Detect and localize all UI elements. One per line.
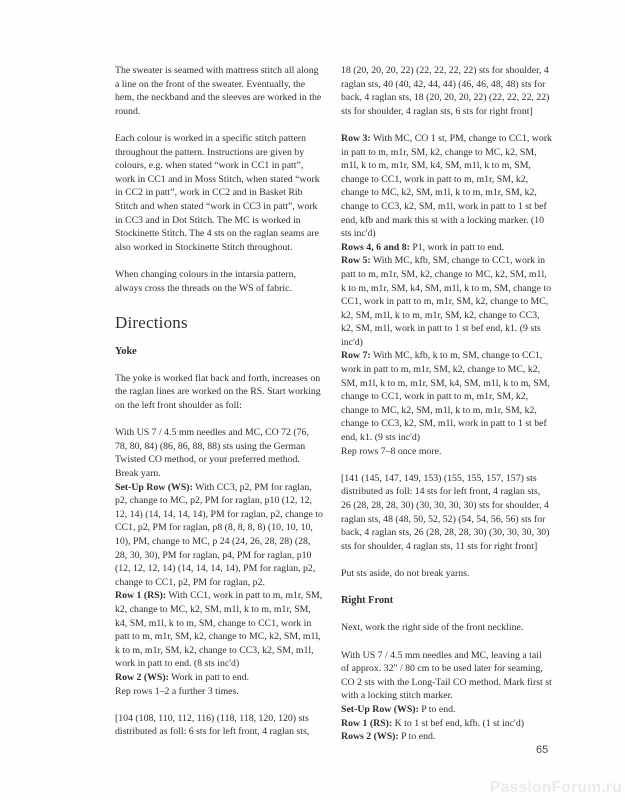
- paragraph: [115, 372, 323, 413]
- row-label: Set-Up Row (WS):: [115, 481, 193, 493]
- paragraph: [115, 426, 323, 480]
- text-run: With CC1, work in patt to m, m1r, SM, k2, change to MC, k2, SM, m1l, k to m, m1r, SM, k4, SM, m1l, k to m, SM, change to CC1, work in patt to m, m1r, SM, k2, change to MC, k2, SM, m1l, k to m, m1r, SM, k2, change to CC3, k2, SM, m1l, work in patt to end. (8 sts inc'd): [115, 590, 323, 670]
- text-run: K to 1 st bef end, kfb. (1 st inc'd): [392, 717, 524, 729]
- row-label: Row 2 (WS):: [115, 671, 169, 683]
- text-run: P to end.: [398, 731, 436, 743]
- section-heading: Directions: [115, 313, 188, 333]
- paragraph: [341, 254, 552, 349]
- row-label: Row 1 (RS):: [115, 590, 167, 602]
- page-number: 65: [536, 744, 549, 756]
- text-run: With MC, CO 1 st, PM, change to CC1, work in patt to m, m1r, SM, k2, change to MC, k2, SM, m1l, k to m, m1r, SM, k4, SM, m1l, k to m, SM, change to CC1, work in patt to m, m1r, SM, k2, change to MC, k2, SM, m1l, k to m, m1r, SM, k2, change to CC3, k2, SM, m1l, work in patt to 1 st bef end, kfb and mark this st with a locking marker. (10 sts inc'd): [341, 132, 552, 240]
- watermark: PassionForum.ru: [490, 779, 622, 796]
- row-label: Set-Up Row (WS):: [341, 703, 419, 715]
- subsection-heading: Right Front: [341, 595, 394, 607]
- paragraph: [341, 621, 552, 635]
- paragraph: [341, 567, 552, 581]
- text-run: When changing colours in the intarsia pattern, always cross the threads on the WS of fabric.: [115, 268, 296, 294]
- paragraph: [115, 481, 323, 590]
- row-label: Row 7:: [341, 350, 371, 362]
- paragraph: [341, 241, 552, 255]
- text-run: Next, work the right side of the front neckline.: [341, 622, 524, 634]
- text-run: With MC, kfb, k to m, SM, change to CC1, work in patt to m, m1r, SM, k2, change to MC, k2, SM, m1l, k to m, m1r, SM, k4, SM, m1l, k to m, SM, change to CC1, work in patt to m, m1r, SM, k2, change to MC, k2, SM, m1l, k to m, m1r, SM, k2, change to CC3, k2, SM, m1l, work in patt to 1 st bef end, k1. (9 sts inc'd): [341, 350, 550, 444]
- row-label: Row 1 (RS):: [341, 717, 393, 729]
- text-run: Put sts aside, do not break yarns.: [341, 567, 470, 579]
- paragraph: [341, 445, 552, 459]
- row-label: Rows 4, 6 and 8:: [341, 241, 410, 253]
- paragraph: [341, 703, 552, 717]
- text-run: Work in patt to end.: [168, 671, 250, 683]
- paragraph: [341, 472, 552, 554]
- subsection-heading: Yoke: [115, 345, 137, 357]
- paragraph: [341, 730, 552, 744]
- row-label: Row 3:: [341, 132, 371, 144]
- paragraph: [115, 712, 323, 739]
- text-run: P to end.: [418, 703, 456, 715]
- text-run: The sweater is seamed with mattress stitch all along a line on the front of the sweater. Eventually, the hem, the neckband and the sleeves are worked in the round.: [115, 65, 322, 117]
- text-run: With US 7 / 4.5 mm needles and MC, leaving a tail of approx. 32" / 80 cm to be used later for seaming, CO 2 sts with the Long-Tail CO method. Mark first st with a locking stitch marker.: [341, 649, 552, 702]
- text-run: Each colour is worked in a specific stitch pattern throughout the pattern. Instructions are given by colours, e.g. when stated “work in CC1 in patt”, work in CC1 and in Moss Stitch, when stated “work in CC2 in patt”, work in CC2 and in Basket Rib Stitch and when stated “work in CC3 in patt”, work in CC3 and in Dot Stitch. The MC is worked in Stockinette Stitch. The 4 sts on the raglan seams are also worked in Stockinette Stitch throughout.: [115, 132, 320, 253]
- text-run: The yoke is worked flat back and forth, increases on the raglan lines are worked on the RS. Start working on the left front shoulder as foll:: [115, 372, 321, 412]
- right-column: [341, 64, 552, 744]
- text-run: P1, work in patt to end.: [409, 241, 505, 253]
- paragraph: [115, 132, 323, 254]
- paragraph: [341, 717, 552, 731]
- paragraph: [341, 64, 552, 118]
- left-column: [115, 64, 323, 739]
- text-run: 18 (20, 20, 20, 22) (22, 22, 22, 22) sts for shoulder, 4 raglan sts, 40 (40, 42, 44, 44) (46, 46, 48, 48) sts for back, 4 raglan sts, 18 (20, 20, 20, 22) (22, 22, 22, 22) sts for shoulder, 4 raglan sts, 6 sts for right front]: [341, 65, 550, 117]
- paragraph: [341, 132, 552, 241]
- text-run: Rep rows 7–8 once more.: [341, 445, 442, 457]
- paragraph: [115, 589, 323, 671]
- paragraph: [341, 649, 552, 703]
- text-run: With CC3, p2, PM for raglan, p2, change to MC, p2, PM for raglan, p10 (12, 12, 12, 14) (14, 14, 14, 14), PM for raglan, p2, change to CC1, p2, PM for raglan, p8 (8, 8, 8, 8) (10, 10, 10, 10), PM, change to MC, p 24 (24, 26, 28, 28) (28, 28, 30, 30), PM for raglan, p4, PM for raglan, p10 (12, 12, 12, 14) (14, 14, 14, 14), PM for raglan, p2, change to CC1, p2, PM for raglan, p2.: [115, 481, 323, 588]
- text-run: Rep rows 1–2 a further 3 times.: [115, 685, 239, 697]
- paragraph: [115, 268, 323, 295]
- row-label: Rows 2 (WS):: [341, 731, 399, 743]
- paragraph: [115, 64, 323, 118]
- text-run: [141 (145, 147, 149, 153) (155, 155, 157, 157) sts distributed as foll: 14 sts for left front, 4 raglan sts, 26 (28, 28, 28, 30) (30, 30, 30, 30) sts for shoulder, 4 raglan sts, 48 (48, 50, 52, 52) (54, 54, 56, 56) sts for back, 4 raglan sts, 26 (28, 28, 28, 30) (30, 30, 30, 30) sts for shoulder, 4 raglan sts, 11 sts for right front]: [341, 472, 550, 552]
- text-run: [104 (108, 110, 112, 116) (118, 118, 120, 120) sts distributed as foll: 6 sts for left front, 4 raglan sts,: [115, 712, 310, 738]
- paragraph: [115, 671, 323, 685]
- paragraph: [115, 685, 323, 699]
- text-run: With US 7 / 4.5 mm needles and MC, CO 72 (76, 78, 80, 84) (86, 86, 88, 88) sts using the German Twisted CO method, or your preferred method. Break yarn.: [115, 427, 309, 480]
- paragraph: [341, 349, 552, 444]
- text-run: With MC, kfb, SM, change to CC1, work in patt to m, m1r, SM, k2, change to MC, k2, SM, m1l, k to m, m1r, SM, k4, SM, m1l, k to m, SM, change to CC1, work in patt to m, m1r, SM, k2, change to MC, k2, SM, m1l, k to m, m1r, SM, k2, change to CC3, k2, SM, m1l, work in patt to 1 st bef end, k1. (9 sts inc'd): [341, 255, 551, 348]
- row-label: Row 5:: [341, 255, 371, 267]
